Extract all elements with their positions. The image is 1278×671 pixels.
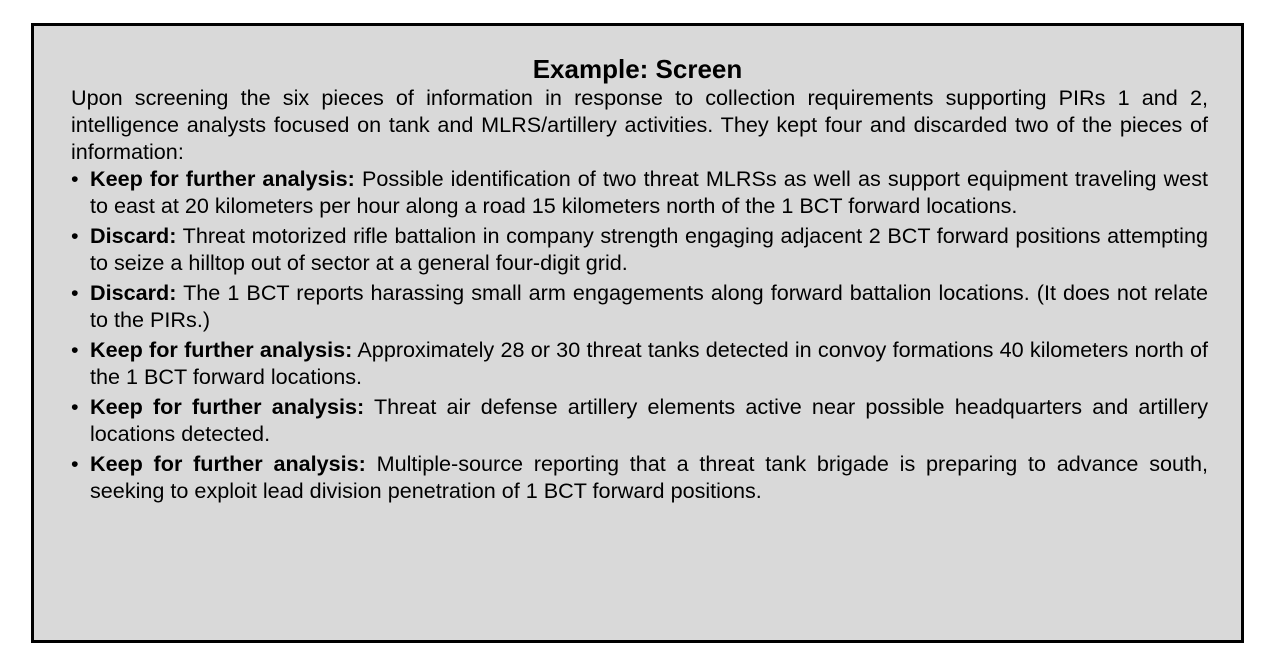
bullet-icon: • — [71, 451, 79, 476]
item-text: Threat motorized rifle battalion in company strength engaging adjacent 2 BCT forward positions attempting to seize a hilltop out of sector at a general four-digit grid. — [90, 223, 1209, 275]
item-label: Keep for further analysis: — [90, 337, 353, 362]
list-item — [71, 393, 1208, 447]
list-item — [71, 450, 1208, 504]
bullet-icon: • — [71, 223, 79, 248]
list-item — [71, 222, 1208, 276]
item-text: Multiple-source reporting that a threat tank brigade is preparing to advance south, seeking to exploit lead division penetration of 1 BCT forward positions. — [90, 451, 1209, 503]
item-label: Keep for further analysis: — [90, 166, 355, 191]
item-text: Possible identification of two threat MLRSs as well as support equipment traveling west to east at 20 kilometers per hour along a road 15 kilometers north of the 1 BCT forward locations. — [90, 166, 1208, 218]
item-text: The 1 BCT reports harassing small arm engagements along forward battalion locations. (It does not relate to the PIRs.) — [90, 280, 1208, 332]
item-label: Discard: — [90, 223, 177, 248]
list-item — [71, 165, 1208, 219]
list-item — [71, 336, 1208, 390]
list-item — [71, 279, 1208, 333]
box-title: Example: Screen — [532, 54, 743, 84]
bullet-icon: • — [71, 166, 79, 191]
item-label: Keep for further analysis: — [90, 394, 365, 419]
example-box — [31, 23, 1244, 643]
item-label: Discard: — [90, 280, 177, 305]
screen-result-list — [71, 165, 1208, 504]
item-label: Keep for further analysis: — [90, 451, 366, 476]
bullet-icon: • — [71, 337, 79, 362]
item-text: Threat air defense artillery elements active near possible headquarters and artillery locations detected. — [90, 394, 1208, 446]
bullet-icon: • — [71, 280, 79, 305]
bullet-icon: • — [71, 394, 79, 419]
intro-paragraph: Upon screening the six pieces of information in response to collection requirements supporting PIRs 1 and 2, intelligence analysts focused on tank and MLRS/artillery activities. They kept four and discarded two of the pieces of information: — [71, 85, 1208, 164]
item-text: Approximately 28 or 30 threat tanks detected in convoy formations 40 kilometers north of the 1 BCT forward locations. — [90, 337, 1209, 389]
